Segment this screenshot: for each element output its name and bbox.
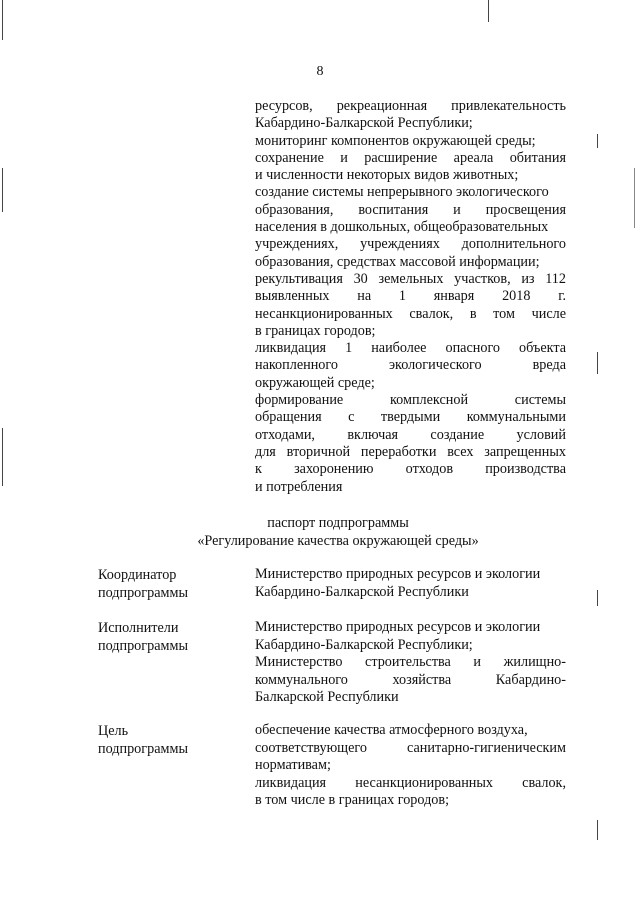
scan-artifact bbox=[597, 134, 598, 148]
coordinator-label bbox=[98, 566, 188, 602]
label-line: Исполнители bbox=[98, 620, 179, 636]
text-line: населения в дошкольных, общеобразовательных bbox=[255, 219, 549, 236]
scan-artifact bbox=[634, 168, 635, 228]
value-line: коммунального хозяйства Кабардино- bbox=[255, 671, 566, 688]
value-line: соответствующего санитарно-гигиеническим bbox=[255, 739, 566, 756]
text-line: создание системы непрерывного экологического bbox=[255, 184, 549, 201]
text-line: отходами, включая создание условий bbox=[255, 426, 566, 443]
label-line: Цель bbox=[98, 723, 129, 739]
label-line: подпрограммы bbox=[98, 741, 188, 757]
scan-artifact bbox=[488, 0, 489, 22]
text-line: ликвидация 1 наиболее опасного объекта bbox=[255, 340, 566, 357]
label-line: Координатор bbox=[98, 567, 177, 583]
text-line: окружающей среде; bbox=[255, 374, 375, 391]
text-line: рекультивация 30 земельных участков, из 112 bbox=[255, 270, 566, 287]
value-line: Кабардино-Балкарской Республики; bbox=[255, 636, 473, 653]
value-line: Министерство природных ресурсов и экологии bbox=[255, 566, 541, 582]
scan-artifact bbox=[2, 428, 3, 486]
scan-artifact bbox=[2, 168, 3, 212]
passport-heading: паспорт подпрограммы bbox=[267, 515, 409, 531]
text-line: сохранение и расширение ареала обитания bbox=[255, 149, 566, 166]
text-line: несанкционированных свалок, в том числе bbox=[255, 305, 566, 322]
text-line: к захоронению отходов производства bbox=[255, 461, 566, 478]
coordinator-value bbox=[255, 566, 566, 601]
scan-artifact bbox=[2, 0, 3, 40]
executors-label bbox=[98, 619, 188, 655]
text-line: образования, средствах массовой информации; bbox=[255, 253, 540, 270]
executors-value bbox=[255, 619, 566, 707]
text-line: и численности некоторых видов животных; bbox=[255, 167, 519, 184]
scan-artifact bbox=[597, 590, 598, 606]
text-line: для вторичной переработки всех запрещенных bbox=[255, 443, 566, 460]
goals-continuation-block bbox=[255, 98, 566, 496]
text-line: Кабардино-Балкарской Республики; bbox=[255, 115, 473, 132]
text-line: учреждениях, учреждениях дополнительного bbox=[255, 236, 566, 253]
goal-value bbox=[255, 722, 566, 810]
scan-artifact bbox=[597, 352, 598, 374]
text-line: выявленных на 1 января 2018 г. bbox=[255, 288, 566, 305]
text-line: накопленного экологического вреда bbox=[255, 357, 566, 374]
value-line: ликвидация несанкционированных свалок, bbox=[255, 774, 566, 791]
text-line: мониторинг компонентов окружающей среды; bbox=[255, 132, 536, 149]
text-line: образования, воспитания и просвещения bbox=[255, 201, 566, 218]
text-line: формирование комплексной системы bbox=[255, 392, 566, 409]
label-line: подпрограммы bbox=[98, 638, 188, 654]
goal-label bbox=[98, 722, 188, 758]
value-line: Балкарской Республики bbox=[255, 689, 399, 706]
value-line: в том числе в границах городов; bbox=[255, 792, 450, 809]
value-line: обеспечение качества атмосферного воздуха, bbox=[255, 722, 528, 738]
text-line: обращения с твердыми коммунальными bbox=[255, 409, 566, 426]
text-line: ресурсов, рекреационная привлекательность bbox=[255, 98, 566, 114]
value-line: Министерство природных ресурсов и экологии bbox=[255, 619, 541, 635]
text-line: в границах городов; bbox=[255, 322, 376, 339]
page-number: 8 bbox=[316, 64, 324, 79]
value-line: Министерство строительства и жилищно- bbox=[255, 654, 566, 671]
value-line: Кабардино-Балкарской Республики bbox=[255, 583, 469, 600]
scan-artifact bbox=[597, 820, 598, 840]
text-line: и потребления bbox=[255, 478, 343, 495]
value-line: нормативам; bbox=[255, 757, 331, 774]
label-line: подпрограммы bbox=[98, 585, 188, 601]
passport-subtitle: «Регулирование качества окружающей среды» bbox=[197, 533, 479, 549]
